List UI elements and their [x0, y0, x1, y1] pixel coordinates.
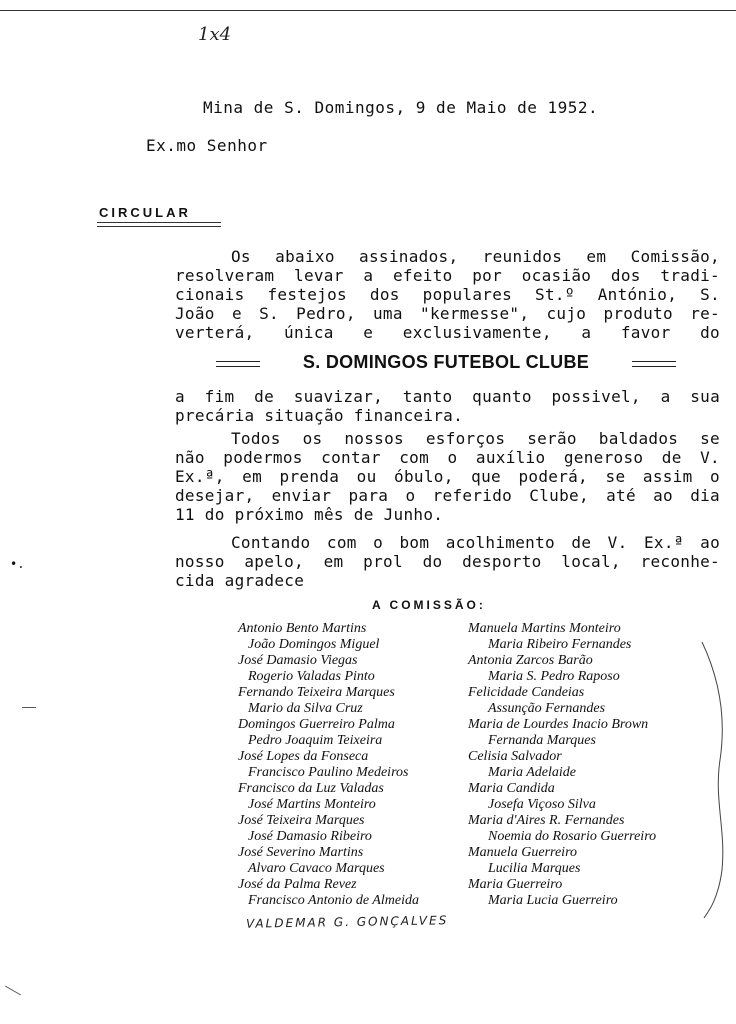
signature-row — [238, 637, 708, 653]
signatory-name: Manuela Guerreiro — [468, 845, 577, 860]
signature-row — [238, 893, 708, 909]
signatory-name: Fernanda Marques — [488, 733, 596, 748]
signatory-name: Pedro Joaquim Teixeira — [248, 733, 383, 748]
salutation: Ex.mo Senhor — [146, 136, 268, 155]
margin-dot: •. — [10, 557, 25, 571]
text-line: nosso apelo, em prol do desporto local, reconhe- — [175, 552, 720, 571]
signature-row — [238, 749, 708, 765]
signatory-name: José Severino Martins — [238, 845, 364, 860]
signatory-name: Antonia Zarcos Barão — [468, 653, 593, 668]
text-line: Contando com o bom acolhimento de V. Ex.ª ao — [231, 533, 720, 552]
signatory-name: Maria de Lourdes Inacio Brown — [468, 717, 649, 732]
signature-row — [238, 861, 708, 877]
signatory-name: José Martins Monteiro — [248, 797, 376, 812]
letter-date: Mina de S. Domingos, 9 de Maio de 1952. — [203, 98, 599, 117]
margin-bracket-mark — [700, 640, 730, 920]
signatory-name: Maria S. Pedro Raposo — [488, 669, 620, 684]
section-title: CIRCULAR — [99, 205, 191, 220]
signature-row — [238, 717, 708, 733]
signatory-name: Assunção Fernandes — [488, 701, 606, 716]
signatory-name: José Lopes da Fonseca — [238, 749, 369, 764]
top-rule — [0, 10, 736, 11]
signature-row — [238, 845, 708, 861]
paragraph-1 — [175, 247, 720, 342]
signature-row — [238, 685, 708, 701]
paragraph-2 — [175, 387, 720, 425]
signatory-name: Manuela Martins Monteiro — [468, 621, 621, 636]
text-line: precária situação financeira. — [175, 406, 464, 425]
signatory-name: Domingos Guerreiro Palma — [238, 717, 395, 732]
signatory-name: Rogerio Valadas Pinto — [248, 669, 375, 684]
text-line: não podermos contar com o auxílio generoso de V. — [175, 448, 720, 467]
signatory-name: Francisco da Luz Valadas — [238, 781, 384, 796]
signature-row — [238, 701, 708, 717]
corner-mark — [5, 986, 21, 996]
text-line: Os abaixo assinados, reunidos em Comissão, — [231, 247, 720, 266]
signatory-name: Mario da Silva Cruz — [248, 701, 363, 716]
text-line: cionais festejos dos populares St.º António, S. — [175, 285, 720, 304]
club-name: S. DOMINGOS FUTEBOL CLUBE — [302, 352, 590, 372]
double-rule-right — [632, 361, 676, 367]
handwritten-mark: 1x4 — [198, 24, 232, 45]
signatory-name: Maria Adelaide — [488, 765, 577, 780]
signatory-name: Maria Lucia Guerreiro — [488, 893, 618, 908]
signature-row — [238, 765, 708, 781]
text-line: cida agradece — [175, 571, 305, 590]
text-line: Todos os nossos esforços serão baldados se — [231, 429, 720, 448]
signatory-name: Josefa Viçoso Silva — [488, 797, 596, 812]
signature-row — [238, 781, 708, 797]
signatory-name: João Domingos Miguel — [248, 637, 380, 652]
signatory-name: José Teixeira Marques — [238, 813, 365, 828]
signatory-name: Noemia do Rosario Guerreiro — [488, 829, 657, 844]
handwritten-signature: VALDEMAR G. GONÇALVES — [245, 913, 449, 931]
paragraph-3 — [175, 429, 720, 524]
signatory-name: Celisia Salvador — [468, 749, 562, 764]
double-rule-left — [216, 361, 260, 367]
text-line: a fim de suavizar, tanto quanto possivel, a sua — [175, 387, 720, 406]
paragraph-4 — [175, 533, 720, 590]
signatory-name: José Damasio Viegas — [238, 653, 358, 668]
text-line: Ex.ª, em prenda ou óbulo, que poderá, se assim o — [175, 467, 720, 486]
signatory-name: Alvaro Cavaco Marques — [248, 861, 385, 876]
signatory-name: Maria Guerreiro — [468, 877, 563, 892]
text-line: João e S. Pedro, uma "kermesse", cujo produto re- — [175, 304, 720, 323]
signature-row — [238, 653, 708, 669]
signature-list — [238, 621, 708, 909]
signature-row — [238, 797, 708, 813]
signatory-name: Francisco Paulino Medeiros — [248, 765, 409, 780]
text-line: resolveram levar a efeito por ocasião dos tradi- — [175, 266, 720, 285]
signatory-name: Maria Candida — [468, 781, 555, 796]
title-underline — [97, 222, 221, 223]
text-line: 11 do próximo mês de Junho. — [175, 505, 444, 524]
signatory-name: Lucilia Marques — [488, 861, 581, 876]
signatory-name: Felicidade Candeias — [468, 685, 585, 700]
signatory-name: José da Palma Revez — [238, 877, 357, 892]
margin-dash — [22, 707, 36, 708]
signatory-name: Maria Ribeiro Fernandes — [488, 637, 632, 652]
signatory-name: Antonio Bento Martins — [238, 621, 367, 636]
signatory-name: Francisco Antonio de Almeida — [248, 893, 419, 908]
signature-row — [238, 733, 708, 749]
signatory-name: Maria d'Aires R. Fernandes — [468, 813, 625, 828]
club-banner — [216, 352, 676, 376]
signatory-name: Fernando Teixeira Marques — [238, 685, 395, 700]
signatory-name: José Damasio Ribeiro — [248, 829, 372, 844]
title-underline-double — [97, 226, 221, 227]
text-line: desejar, enviar para o referido Clube, até ao dia — [175, 486, 720, 505]
signature-row — [238, 621, 708, 637]
signature-row — [238, 877, 708, 893]
signature-row — [238, 829, 708, 845]
signature-row — [238, 669, 708, 685]
commission-title: A COMISSÃO: — [372, 598, 486, 612]
signature-row — [238, 813, 708, 829]
text-line: verterá, única e exclusivamente, a favor do — [175, 323, 720, 342]
